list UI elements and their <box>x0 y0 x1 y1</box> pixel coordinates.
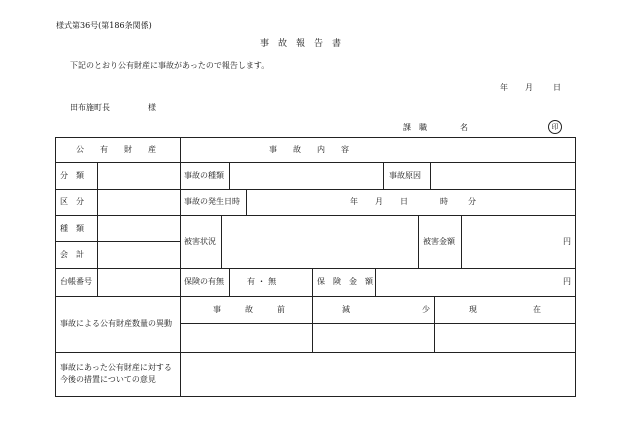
insurance-options: 有 ・ 無 <box>247 277 277 286</box>
reporter-section: 課 <box>403 123 411 132</box>
insurance-amount-label: 保 険 金 額 <box>317 277 373 286</box>
date-month-label: 月 <box>525 83 533 92</box>
form-number: 様式第36号(第186条関係) <box>56 21 152 30</box>
date-day-label: 日 <box>553 83 561 92</box>
date-year-label: 年 <box>500 83 508 92</box>
qty-header-decrease: 減 少 <box>342 305 430 314</box>
datetime-hour: 時 <box>440 197 448 206</box>
qty-header-before: 事 故 前 <box>213 305 285 314</box>
row-label-category: 分 類 <box>60 171 84 180</box>
row-label-kind: 種 類 <box>60 224 84 233</box>
addressee-name: 田布施町長 <box>70 103 110 112</box>
row-label-classification: 区 分 <box>60 197 84 206</box>
damage-amount-label: 被害金額 <box>423 237 455 246</box>
measures-label: 事故にあった公有財産に対する今後の措置についての意見 <box>60 363 172 384</box>
seal-mark: 印 <box>548 120 562 134</box>
row-label-ledger-number: 台帳番号 <box>60 277 92 286</box>
addressee-honorific: 様 <box>148 103 156 112</box>
right-header: 事 故 内 容 <box>269 145 349 154</box>
datetime-month: 月 <box>375 197 383 206</box>
insurance-presence-label: 保険の有無 <box>184 277 224 286</box>
datetime-year: 年 <box>350 197 358 206</box>
table-border-top <box>55 137 576 138</box>
table-border-bottom <box>55 396 576 397</box>
damage-status-label: 被害状況 <box>184 237 216 246</box>
row-label-account: 会 計 <box>60 250 84 259</box>
occurrence-datetime-label: 事故の発生日時 <box>184 197 240 206</box>
quantity-change-label: 事故による公有財産数量の異動 <box>60 319 172 328</box>
accident-cause-label: 事故原因 <box>389 171 421 180</box>
document-title: 事 故 報 告 書 <box>260 39 342 49</box>
intro-text: 下記のとおり公有財産に事故があったので報告します。 <box>70 61 270 70</box>
datetime-minute: 分 <box>468 197 476 206</box>
qty-header-current: 現 在 <box>469 305 541 314</box>
reporter-position: 職 <box>419 123 427 132</box>
table-border-right <box>575 137 576 397</box>
insurance-yen: 円 <box>563 277 571 286</box>
accident-type-label: 事故の種類 <box>184 171 224 180</box>
reporter-name: 名 <box>460 123 468 132</box>
damage-yen: 円 <box>563 237 571 246</box>
table-border-left <box>55 137 56 397</box>
left-header: 公 有 財 産 <box>76 145 156 154</box>
datetime-day: 日 <box>400 197 408 206</box>
